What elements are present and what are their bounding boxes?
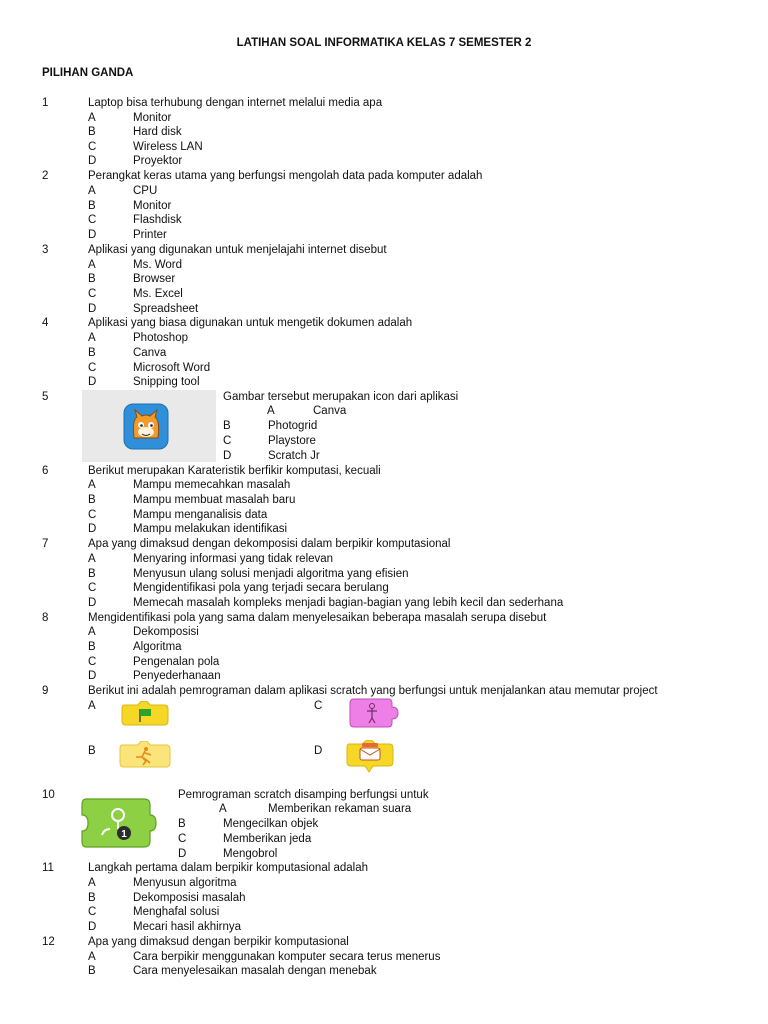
option-letter: C	[88, 362, 97, 374]
option-letter: B	[223, 420, 231, 432]
option-letter: B	[88, 892, 96, 904]
option-letter: A	[88, 553, 96, 565]
option-letter: C	[88, 656, 97, 668]
option-text: Mampu memecahkan masalah	[133, 479, 291, 491]
pink-person-block-icon	[348, 697, 400, 732]
question-text: Berikut ini adalah pemrograman dalam aplikasi scratch yang berfungsi untuk menjalankan atau memutar project	[88, 685, 658, 697]
option-letter: D	[178, 848, 187, 860]
option-letter: A	[88, 185, 96, 197]
option-text: Menyusun algoritma	[133, 877, 237, 889]
option-text: Mampu menganalisis data	[133, 509, 268, 521]
option-text: Mengobrol	[223, 848, 278, 860]
option-text: Mengecilkan objek	[223, 818, 319, 830]
option-letter: D	[314, 745, 323, 757]
question-number: 10	[42, 789, 55, 801]
section-heading: PILIHAN GANDA	[42, 67, 134, 79]
page-title: LATIHAN SOAL INFORMATIKA KELAS 7 SEMESTER 2	[236, 37, 532, 49]
question-number: 7	[42, 538, 49, 550]
question-number: 5	[42, 391, 49, 403]
option-text: Memberikan jeda	[223, 833, 312, 845]
option-text: Mampu membuat masalah baru	[133, 494, 296, 506]
option-text: Menghafal solusi	[133, 906, 220, 918]
option-text: Penyederhanaan	[133, 670, 221, 682]
option-letter: D	[88, 229, 97, 241]
yellow-message-block-icon	[345, 740, 397, 777]
option-letter: A	[88, 332, 96, 344]
option-text: Spreadsheet	[133, 303, 199, 315]
question-number: 8	[42, 612, 49, 624]
option-text: Monitor	[133, 200, 172, 212]
option-letter: A	[88, 700, 96, 712]
option-text: Photoshop	[133, 332, 188, 344]
question-text: Apa yang dimaksud dengan berpikir komputasional	[88, 936, 349, 948]
option-text: Playstore	[268, 435, 316, 447]
option-text: Dekomposisi	[133, 626, 199, 638]
option-letter: C	[88, 214, 97, 226]
question-text: Laptop bisa terhubung dengan internet melalui media apa	[88, 97, 383, 109]
question-number: 9	[42, 685, 49, 697]
option-text: Dekomposisi masalah	[133, 892, 246, 904]
option-letter: C	[314, 700, 323, 712]
question-number: 2	[42, 170, 49, 182]
question-text: Berikut merupakan Karateristik berfikir komputasi, kecuali	[88, 465, 381, 477]
option-letter: D	[88, 155, 97, 167]
option-letter: D	[88, 376, 97, 388]
option-letter: B	[88, 494, 96, 506]
option-text: Mampu melakukan identifikasi	[133, 523, 288, 535]
option-text: Algoritma	[133, 641, 182, 653]
option-text: Proyektor	[133, 155, 183, 167]
question-text: Aplikasi yang biasa digunakan untuk mengetik dokumen adalah	[88, 317, 413, 329]
question-text: Aplikasi yang digunakan untuk menjelajahi internet disebut	[88, 244, 387, 256]
option-letter: C	[178, 833, 187, 845]
yellow-running-block-icon	[118, 741, 172, 774]
option-letter: A	[88, 626, 96, 638]
option-text: Canva	[313, 405, 347, 417]
question-number: 11	[42, 862, 54, 874]
option-letter: D	[88, 523, 97, 535]
option-letter: C	[88, 288, 97, 300]
question-text: Mengidentifikasi pola yang sama dalam menyelesaikan beberapa masalah serupa disebut	[88, 612, 547, 624]
option-letter: B	[88, 126, 96, 138]
option-text: Ms. Word	[133, 259, 182, 271]
option-text: Flashdisk	[133, 214, 182, 226]
svg-text:1: 1	[121, 829, 127, 840]
option-letter: A	[88, 259, 96, 271]
option-letter: B	[88, 965, 96, 977]
option-text: Scratch Jr	[268, 450, 320, 462]
option-text: Canva	[133, 347, 167, 359]
question-text: Langkah pertama dalam berpikir komputasional adalah	[88, 862, 369, 874]
scratch-jr-image	[82, 390, 216, 462]
question-text: Pemrograman scratch disamping berfungsi untuk	[178, 789, 429, 801]
option-text: Pengenalan pola	[133, 656, 220, 668]
option-letter: D	[88, 303, 97, 315]
option-text: Ms. Excel	[133, 288, 183, 300]
question-number: 12	[42, 936, 55, 948]
option-text: Cara berpikir menggunakan komputer secara terus menerus	[133, 951, 441, 963]
question-number: 3	[42, 244, 49, 256]
option-letter: D	[88, 670, 97, 682]
option-letter: A	[219, 803, 227, 815]
option-text: Wireless LAN	[133, 141, 203, 153]
option-letter: A	[88, 112, 96, 124]
option-letter: D	[88, 921, 97, 933]
option-letter: D	[223, 450, 232, 462]
option-text: Snipping tool	[133, 376, 200, 388]
question-number: 1	[42, 97, 49, 109]
option-letter: A	[267, 405, 275, 417]
option-text: Printer	[133, 229, 167, 241]
option-letter: A	[88, 877, 96, 889]
option-text: Menyusun ulang solusi menjadi algoritma yang efisien	[133, 568, 409, 580]
option-letter: C	[88, 906, 97, 918]
option-letter: B	[88, 273, 96, 285]
option-letter: C	[88, 141, 97, 153]
option-letter: B	[88, 641, 96, 653]
option-text: Cara menyelesaikan masalah dengan menebak	[133, 965, 377, 977]
option-text: Photogrid	[268, 420, 318, 432]
option-letter: B	[88, 745, 96, 757]
option-letter: C	[223, 435, 232, 447]
option-letter: B	[88, 200, 96, 212]
question-text: Apa yang dimaksud dengan dekomposisi dalam berpikir komputasional	[88, 538, 451, 550]
option-text: Mengidentifikasi pola yang terjadi secara berulang	[133, 582, 389, 594]
green-flag-block-icon	[120, 701, 170, 730]
option-text: Browser	[133, 273, 176, 285]
option-letter: B	[88, 568, 96, 580]
option-text: Mecari hasil akhirnya	[133, 921, 242, 933]
option-text: CPU	[133, 185, 158, 197]
option-text: Memecah masalah kompleks menjadi bagian-bagian yang lebih kecil dan sederhana	[133, 597, 564, 609]
option-text: Monitor	[133, 112, 172, 124]
record-sound-block-icon	[80, 795, 160, 854]
option-letter: B	[178, 818, 186, 830]
option-letter: A	[88, 479, 96, 491]
option-text: Memberikan rekaman suara	[268, 803, 412, 815]
option-letter: D	[88, 597, 97, 609]
option-letter: C	[88, 509, 97, 521]
option-letter: A	[88, 951, 96, 963]
scratch-jr-cat-icon	[82, 390, 216, 462]
option-text: Hard disk	[133, 126, 182, 138]
question-text: Perangkat keras utama yang berfungsi mengolah data pada komputer adalah	[88, 170, 483, 182]
option-letter: C	[88, 582, 97, 594]
option-letter: B	[88, 347, 96, 359]
question-number: 6	[42, 465, 49, 477]
question-number: 4	[42, 317, 49, 329]
option-text: Microsoft Word	[133, 362, 211, 374]
question-text: Gambar tersebut merupakan icon dari aplikasi	[223, 391, 459, 403]
option-text: Menyaring informasi yang tidak relevan	[133, 553, 334, 565]
